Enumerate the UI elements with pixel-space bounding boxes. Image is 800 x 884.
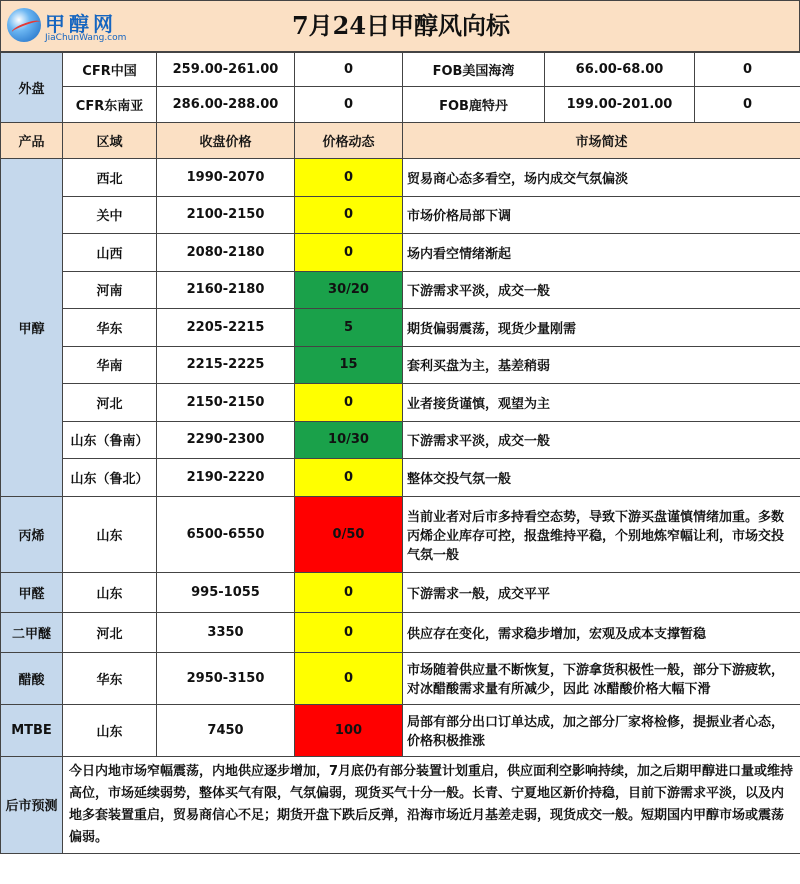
summary-cell: 局部有部分出口订单达成，加之部分厂家将检修，提振业者心态，价格积极推涨 bbox=[403, 704, 800, 756]
region-cell: 华东 bbox=[63, 309, 157, 347]
header-summary: 市场简述 bbox=[403, 123, 800, 159]
forecast-label: 后市预测 bbox=[1, 756, 63, 853]
product-row bbox=[1, 196, 800, 234]
product-row bbox=[1, 234, 800, 272]
summary-cell: 业者接货谨慎，观望为主 bbox=[403, 384, 800, 422]
price-cell: 2080-2180 bbox=[157, 234, 295, 272]
external-name: FOB鹿特丹 bbox=[403, 87, 545, 123]
change-cell: 0/50 bbox=[295, 496, 403, 572]
region-cell: 河南 bbox=[63, 271, 157, 309]
product-name: MTBE bbox=[1, 704, 63, 756]
external-change: 0 bbox=[295, 87, 403, 123]
external-row bbox=[1, 87, 800, 123]
summary-cell: 下游需求一般，成交平平 bbox=[403, 572, 800, 612]
price-cell: 2950-3150 bbox=[157, 652, 295, 704]
price-cell: 2150-2150 bbox=[157, 384, 295, 422]
summary-cell: 市场价格局部下调 bbox=[403, 196, 800, 234]
external-row bbox=[1, 53, 800, 87]
change-cell: 0 bbox=[295, 384, 403, 422]
product-row bbox=[1, 271, 800, 309]
product-name: 甲醇 bbox=[1, 159, 63, 497]
external-name: FOB美国海湾 bbox=[403, 53, 545, 87]
summary-cell: 整体交投气氛一般 bbox=[403, 459, 800, 497]
change-cell: 0 bbox=[295, 196, 403, 234]
change-cell: 0 bbox=[295, 612, 403, 652]
price-cell: 7450 bbox=[157, 704, 295, 756]
region-cell: 山东 bbox=[63, 572, 157, 612]
price-cell: 995-1055 bbox=[157, 572, 295, 612]
change-cell: 10/30 bbox=[295, 421, 403, 459]
price-cell: 2100-2150 bbox=[157, 196, 295, 234]
page-title: 7月24日甲醇风向标 bbox=[291, 11, 511, 40]
price-cell: 2205-2215 bbox=[157, 309, 295, 347]
header-price: 收盘价格 bbox=[157, 123, 295, 159]
external-change: 0 bbox=[695, 87, 800, 123]
external-price: 259.00-261.00 bbox=[157, 53, 295, 87]
forecast-row bbox=[1, 756, 800, 853]
table-body bbox=[1, 53, 800, 854]
region-cell: 华东 bbox=[63, 652, 157, 704]
price-cell: 2215-2225 bbox=[157, 346, 295, 384]
product-row bbox=[1, 459, 800, 497]
region-cell: 关中 bbox=[63, 196, 157, 234]
price-cell: 2190-2220 bbox=[157, 459, 295, 497]
region-cell: 华南 bbox=[63, 346, 157, 384]
summary-cell: 市场随着供应量不断恢复，下游拿货积极性一般，部分下游疲软，对冰醋酸需求量有所减少，因此 冰醋酸价格大幅下滑 bbox=[403, 652, 800, 704]
external-price: 286.00-288.00 bbox=[157, 87, 295, 123]
external-price: 66.00-68.00 bbox=[545, 53, 695, 87]
product-row bbox=[1, 572, 800, 612]
summary-cell: 下游需求平淡，成交一般 bbox=[403, 271, 800, 309]
summary-cell: 贸易商心态多看空，场内成交气氛偏淡 bbox=[403, 159, 800, 197]
product-row bbox=[1, 421, 800, 459]
header-row bbox=[1, 123, 800, 159]
price-cell: 3350 bbox=[157, 612, 295, 652]
product-name: 甲醛 bbox=[1, 572, 63, 612]
header-region: 区域 bbox=[63, 123, 157, 159]
summary-cell: 供应存在变化，需求稳步增加，宏观及成本支撑暂稳 bbox=[403, 612, 800, 652]
summary-cell: 当前业者对后市多持看空态势，导致下游买盘谨慎情绪加重。多数丙烯企业库存可控，报盘维持平稳，个别地炼窄幅让利，市场交投气氛一般 bbox=[403, 496, 800, 572]
product-row bbox=[1, 346, 800, 384]
external-name: CFR中国 bbox=[63, 53, 157, 87]
price-table bbox=[0, 52, 800, 854]
change-cell: 5 bbox=[295, 309, 403, 347]
product-row bbox=[1, 704, 800, 756]
price-cell: 2160-2180 bbox=[157, 271, 295, 309]
price-cell: 6500-6550 bbox=[157, 496, 295, 572]
product-name: 醋酸 bbox=[1, 652, 63, 704]
product-row bbox=[1, 309, 800, 347]
header-change: 价格动态 bbox=[295, 123, 403, 159]
change-cell: 0 bbox=[295, 572, 403, 612]
external-label: 外盘 bbox=[1, 53, 63, 123]
region-cell: 山东（鲁南） bbox=[63, 421, 157, 459]
change-cell: 0 bbox=[295, 159, 403, 197]
change-cell: 0 bbox=[295, 234, 403, 272]
summary-cell: 套利买盘为主，基差稍弱 bbox=[403, 346, 800, 384]
change-cell: 15 bbox=[295, 346, 403, 384]
region-cell: 山东（鲁北） bbox=[63, 459, 157, 497]
header-product: 产品 bbox=[1, 123, 63, 159]
change-cell: 100 bbox=[295, 704, 403, 756]
external-price: 199.00-201.00 bbox=[545, 87, 695, 123]
external-change: 0 bbox=[295, 53, 403, 87]
region-cell: 西北 bbox=[63, 159, 157, 197]
external-name: CFR东南亚 bbox=[63, 87, 157, 123]
product-row bbox=[1, 652, 800, 704]
change-cell: 30/20 bbox=[295, 271, 403, 309]
summary-cell: 下游需求平淡，成交一般 bbox=[403, 421, 800, 459]
change-cell: 0 bbox=[295, 459, 403, 497]
change-cell: 0 bbox=[295, 652, 403, 704]
external-change: 0 bbox=[695, 53, 800, 87]
product-row bbox=[1, 612, 800, 652]
region-cell: 河北 bbox=[63, 384, 157, 422]
price-cell: 2290-2300 bbox=[157, 421, 295, 459]
logo-brand-cn: 甲醇网 bbox=[45, 12, 117, 36]
region-cell: 河北 bbox=[63, 612, 157, 652]
price-cell: 1990-2070 bbox=[157, 159, 295, 197]
product-row bbox=[1, 496, 800, 572]
product-name: 二甲醚 bbox=[1, 612, 63, 652]
title-bar bbox=[0, 0, 800, 52]
logo-brand-en: JiaChunWang.com bbox=[45, 33, 127, 43]
region-cell: 山西 bbox=[63, 234, 157, 272]
region-cell: 山东 bbox=[63, 496, 157, 572]
product-name: 丙烯 bbox=[1, 496, 63, 572]
product-row bbox=[1, 384, 800, 422]
region-cell: 山东 bbox=[63, 704, 157, 756]
product-row bbox=[1, 159, 800, 197]
forecast-text: 今日内地市场窄幅震荡，内地供应逐步增加，7月底仍有部分装置计划重启，供应面利空影响持续，加之后期甲醇进口量或维持高位，市场延续弱势，整体买气有限，气氛偏弱，现货买气十分一般。长青、宁夏地区新价持稳，目前下游需求平淡，以及内地多套装置重启，贸易商信心不足；期货开盘下跌后反弹，沿海市场近月基差走弱，现货成交一般。短期国内甲醇市场或震荡偏弱。 bbox=[63, 756, 800, 853]
summary-cell: 期货偏弱震荡，现货少量刚需 bbox=[403, 309, 800, 347]
summary-cell: 场内看空情绪渐起 bbox=[403, 234, 800, 272]
